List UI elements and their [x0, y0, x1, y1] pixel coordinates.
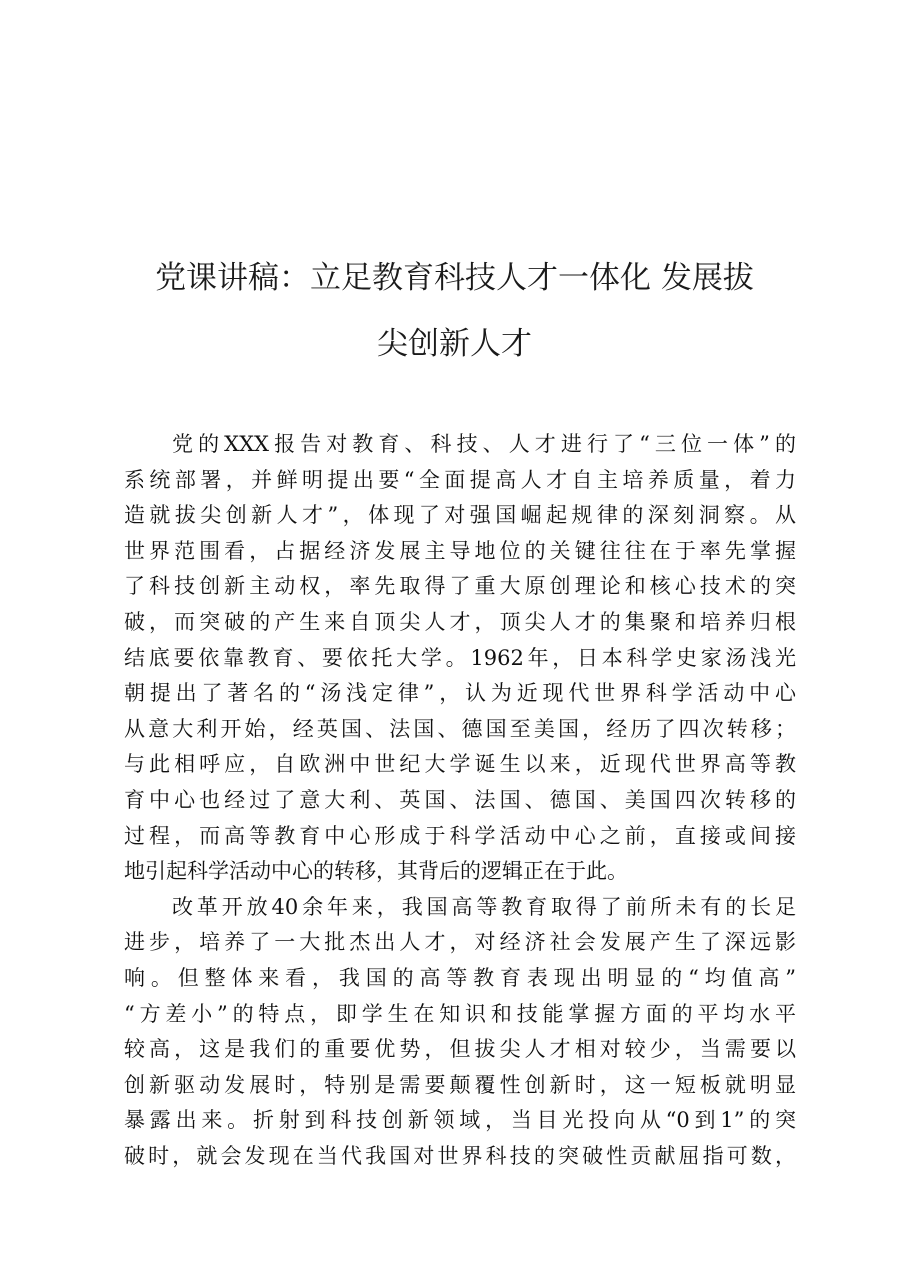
document-title-line-1: 党课讲稿：立足教育科技人才一体化 发展拔	[155, 260, 754, 296]
paragraph-2-line: 进步，培养了一大批杰出人才，对经济社会发展产生了深远影	[124, 930, 796, 955]
paragraph-2-line: 暴露出来。折射到科技创新领域，当目光投向从“0到1”的突	[124, 1108, 796, 1133]
paragraph-1-line: 了科技创新主动权，率先取得了重大原创理论和核心技术的突	[124, 574, 796, 599]
paragraph-2-line: 破时，就会发现在当代我国对世界科技的突破性贡献屈指可数，	[124, 1143, 796, 1168]
paragraph-2-line: 较高，这是我们的重要优势，但拔尖人才相对较少，当需要以	[124, 1037, 796, 1062]
paragraph-1-line: 结底要依靠教育、要依托大学。1962年，日本科学史家汤浅光	[124, 645, 796, 670]
paragraph-2-line: “方差小”的特点，即学生在知识和技能掌握方面的平均水平	[124, 1001, 796, 1026]
document-title-line-2: 尖创新人才	[377, 326, 532, 362]
paragraph-2-line: 改革开放40余年来，我国高等教育取得了前所未有的长足	[172, 894, 796, 919]
paragraph-2-line: 响。但整体来看，我国的高等教育表现出明显的“均值高”	[124, 965, 796, 990]
paragraph-1-line: 朝提出了著名的“汤浅定律”，认为近现代世界科学活动中心	[124, 681, 796, 706]
paragraph-1-line: 党的XXX报告对教育、科技、人才进行了“三位一体”的	[172, 432, 796, 456]
paragraph-1-line: 从意大利开始，经英国、法国、德国至美国，经历了四次转移；	[124, 716, 796, 741]
paragraph-2-line: 创新驱动发展时，特别是需要颠覆性创新时，这一短板就明显	[124, 1072, 796, 1097]
paragraph-1-line: 世界范围看，占据经济发展主导地位的关键往往在于率先掌握	[124, 538, 796, 563]
paragraph-1-line: 过程，而高等教育中心形成于科学活动中心之前，直接或间接	[124, 823, 796, 848]
paragraph-1-line: 破，而突破的产生来自顶尖人才，顶尖人才的集聚和培养归根	[124, 609, 796, 634]
paragraph-1-line: 育中心也经过了意大利、英国、法国、德国、美国四次转移的	[124, 787, 796, 812]
paragraph-1-line: 与此相呼应，自欧洲中世纪大学诞生以来，近现代世界高等教	[124, 752, 796, 777]
paragraph-1-line: 造就拔尖创新人才”，体现了对强国崛起规律的深刻洞察。从	[124, 503, 796, 528]
paragraph-1-line: 系统部署，并鲜明提出要“全面提高人才自主培养质量，着力	[124, 467, 796, 492]
document-body	[124, 427, 796, 1174]
paragraph-1-line: 地引起科学活动中心的转移，其背后的逻辑正在于此。	[124, 859, 628, 884]
